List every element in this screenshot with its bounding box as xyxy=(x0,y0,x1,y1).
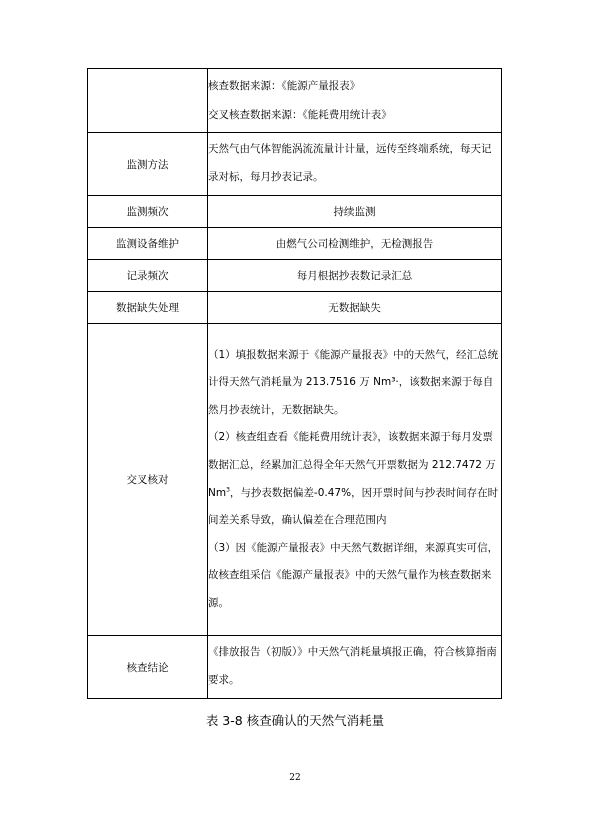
row-value: 天然气由气体智能涡流流量计计量，远传至终端系统，每天记录对标，每月抄表记录。 xyxy=(208,133,502,196)
row-label: 核查结论 xyxy=(88,636,208,699)
data-source-cell xyxy=(208,69,502,133)
table-row xyxy=(88,228,502,260)
table-row xyxy=(88,196,502,228)
table-row xyxy=(88,260,502,292)
empty-label-cell xyxy=(88,69,208,133)
row-label: 监测频次 xyxy=(88,196,208,228)
cross-check-paragraph-2: （2）核查组查看《能耗费用统计表》，该数据来源于每月发票数据汇总，经累加汇总得全年天然气开票数据为 212.7472 万 Nm$^3$，与抄表数据偏差-0.47%，因开票时间与抄表时间存在时间差关系导致，确认偏差在合理范围内 xyxy=(208,431,499,527)
row-value: 无数据缺失 xyxy=(208,292,502,324)
table-row xyxy=(88,133,502,196)
table-row xyxy=(88,636,502,699)
row-value: 持续监测 xyxy=(208,196,502,228)
verification-table xyxy=(87,68,502,699)
table-row xyxy=(88,292,502,324)
cross-check-cell xyxy=(208,324,502,636)
table-row xyxy=(88,69,502,133)
data-source-text: 核查数据来源：《能源产量报表》 xyxy=(208,79,361,92)
row-label: 监测设备维护 xyxy=(88,228,208,260)
table-row xyxy=(88,324,502,636)
cross-check-paragraph-3: （3）因《能源产量报表》中天然气数据详细，来源真实可信，故核查组采信《能源产量报表》中的天然气量作为核查数据来源。 xyxy=(208,541,499,609)
row-label: 交叉核对 xyxy=(88,324,208,636)
cross-check-paragraph-1: （1）填报数据来源于《能源产量报表》中的天然气，经汇总统计得天然气消耗量为 213.7516 万 Nm³·，该数据来源于每自然月抄表统计，无数据缺失。 xyxy=(208,348,499,416)
row-label: 监测方法 xyxy=(88,133,208,196)
row-label: 记录频次 xyxy=(88,260,208,292)
cross-data-source-text: 交叉核查数据来源：《能耗费用统计表》 xyxy=(208,108,392,121)
row-value: 每月根据抄表数记录汇总 xyxy=(208,260,502,292)
row-label: 数据缺失处理 xyxy=(88,292,208,324)
row-value: 由燃气公司检测维护，无检测报告 xyxy=(208,228,502,260)
page-number: 22 xyxy=(289,773,301,783)
table-caption: 表 3-8 核查确认的天然气消耗量 xyxy=(205,713,385,728)
conclusion-value: 《排放报告（初版）》中天然气消耗量填报正确，符合核算指南要求。 xyxy=(208,636,502,699)
